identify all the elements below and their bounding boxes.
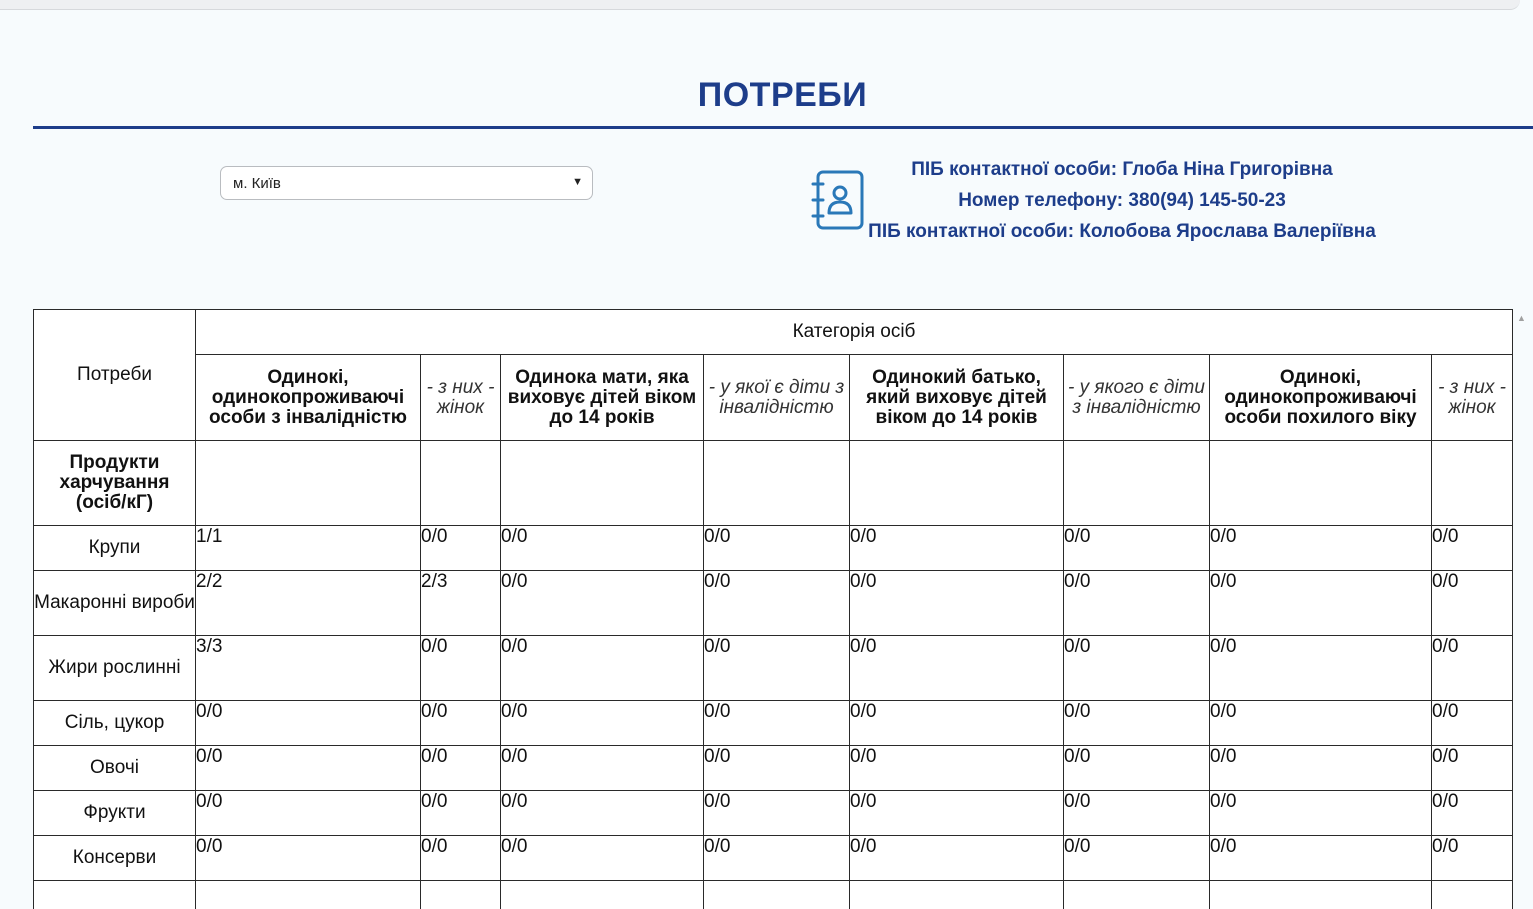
table-cell: [1432, 881, 1513, 909]
table-cell: 0/0: [1210, 636, 1432, 701]
row-label: Макаронні вироби: [34, 571, 196, 636]
section-label: Продукти харчування (осіб/кГ): [34, 441, 196, 526]
table-row: [34, 636, 1513, 701]
table-cell: [196, 881, 421, 909]
table-cell: 0/0: [704, 746, 850, 791]
table-cell: 3/3: [196, 636, 421, 701]
empty-cell: [704, 441, 850, 526]
empty-cell: [196, 441, 421, 526]
table-cell: 0/0: [421, 526, 501, 571]
table-cell: 0/0: [421, 791, 501, 836]
table-cell: 0/0: [1210, 746, 1432, 791]
column-header: Одинока мати, яка виховує дітей віком до 14 років: [501, 355, 704, 441]
page-title: ПОТРЕБИ: [0, 76, 1533, 115]
column-header: Одинокі, одинокопроживаючі особи похилого віку: [1210, 355, 1432, 441]
table-cell: 0/0: [1432, 636, 1513, 701]
table-cell: 0/0: [1432, 791, 1513, 836]
table-cell: 0/0: [501, 571, 704, 636]
table-cell: 0/0: [704, 791, 850, 836]
table-cell: 0/0: [1210, 791, 1432, 836]
table-cell: 0/0: [1064, 701, 1210, 746]
row-label: Жири рослинні: [34, 636, 196, 701]
empty-cell: [850, 441, 1064, 526]
table-cell: [1064, 881, 1210, 909]
table-cell: 0/0: [1432, 836, 1513, 881]
column-header: - у якої є діти з інвалідністю: [704, 355, 850, 441]
browser-address-strip: [0, 0, 1520, 10]
category-header: Категорія осіб: [196, 310, 1513, 355]
contact-phone: Номер телефону: 380(94) 145-50-23: [852, 187, 1392, 218]
table-cell: [501, 881, 704, 909]
table-cell: 0/0: [704, 526, 850, 571]
table-cell: 1/1: [196, 526, 421, 571]
table-row-partial: [34, 881, 1513, 909]
table-row: [34, 526, 1513, 571]
row-label: Сіль, цукор: [34, 701, 196, 746]
empty-cell: [1210, 441, 1432, 526]
contact-person-1: ПІБ контактної особи: Глоба Ніна Григорівна: [852, 156, 1392, 187]
table-cell: 0/0: [421, 636, 501, 701]
needs-column-header: Потреби: [34, 310, 196, 441]
table-cell: 0/0: [850, 791, 1064, 836]
table-row: [34, 746, 1513, 791]
table-cell: 0/0: [704, 636, 850, 701]
empty-cell: [421, 441, 501, 526]
table-cell: 0/0: [1432, 701, 1513, 746]
table-cell: 0/0: [421, 746, 501, 791]
table-cell: 0/0: [850, 836, 1064, 881]
row-label: Консерви: [34, 836, 196, 881]
table-cell: 0/0: [501, 791, 704, 836]
region-select[interactable]: [220, 166, 593, 200]
column-header: Одинокий батько, який виховує дітей віком до 14 років: [850, 355, 1064, 441]
table-cell: 0/0: [421, 701, 501, 746]
column-header: - у якого є діти з інвалідністю: [1064, 355, 1210, 441]
title-divider: [33, 126, 1533, 129]
table-cell: [421, 881, 501, 909]
table-row: [34, 836, 1513, 881]
table-cell: 0/0: [850, 526, 1064, 571]
region-select-value: м. Київ: [233, 175, 281, 192]
table-cell: 0/0: [850, 636, 1064, 701]
needs-table: [33, 309, 1513, 909]
table-cell: [1210, 881, 1432, 909]
table-cell: 0/0: [1210, 701, 1432, 746]
row-label: Овочі: [34, 746, 196, 791]
table-cell: 0/0: [850, 746, 1064, 791]
row-label: Крупи: [34, 526, 196, 571]
column-header: Одинокі, одинокопроживаючі особи з інвалідністю: [196, 355, 421, 441]
table-cell: [704, 881, 850, 909]
table-row: [34, 701, 1513, 746]
table-cell: 0/0: [1432, 746, 1513, 791]
table-cell: 0/0: [704, 571, 850, 636]
table-cell: 0/0: [501, 836, 704, 881]
empty-cell: [1064, 441, 1210, 526]
table-cell: 0/0: [704, 836, 850, 881]
table-cell: 0/0: [704, 701, 850, 746]
table-cell: [34, 881, 196, 909]
empty-cell: [501, 441, 704, 526]
table-cell: 0/0: [501, 701, 704, 746]
table-cell: 0/0: [1210, 836, 1432, 881]
table-cell: 0/0: [1210, 526, 1432, 571]
table-cell: 2/2: [196, 571, 421, 636]
column-header: - з них - жінок: [421, 355, 501, 441]
scroll-up-arrow-icon[interactable]: ▲: [1517, 313, 1527, 323]
empty-cell: [1432, 441, 1513, 526]
table-cell: 0/0: [850, 701, 1064, 746]
table-cell: 0/0: [1064, 791, 1210, 836]
table-cell: 0/0: [1064, 836, 1210, 881]
table-cell: 0/0: [196, 701, 421, 746]
caret-down-icon: ▼: [572, 176, 583, 188]
contact-person-2: ПІБ контактної особи: Колобова Ярослава Валеріївна: [852, 218, 1392, 249]
table-cell: 0/0: [501, 526, 704, 571]
table-row: [34, 791, 1513, 836]
table-cell: 0/0: [850, 571, 1064, 636]
table-cell: 0/0: [196, 836, 421, 881]
table-cell: 0/0: [1210, 571, 1432, 636]
contact-info: [852, 156, 1392, 249]
table-cell: 0/0: [196, 746, 421, 791]
table-cell: 0/0: [196, 791, 421, 836]
table-cell: 0/0: [501, 636, 704, 701]
table-cell: 0/0: [1432, 526, 1513, 571]
table-cell: 0/0: [1064, 526, 1210, 571]
table-cell: 0/0: [1064, 636, 1210, 701]
row-label: Фрукти: [34, 791, 196, 836]
table-cell: [850, 881, 1064, 909]
table-cell: 2/3: [421, 571, 501, 636]
section-row: [34, 441, 1513, 526]
table-cell: 0/0: [1064, 571, 1210, 636]
table-cell: 0/0: [1432, 571, 1513, 636]
column-header: - з них - жінок: [1432, 355, 1513, 441]
table-row: [34, 571, 1513, 636]
table-cell: 0/0: [421, 836, 501, 881]
table-cell: 0/0: [1064, 746, 1210, 791]
needs-table-container[interactable]: [33, 309, 1513, 909]
table-cell: 0/0: [501, 746, 704, 791]
